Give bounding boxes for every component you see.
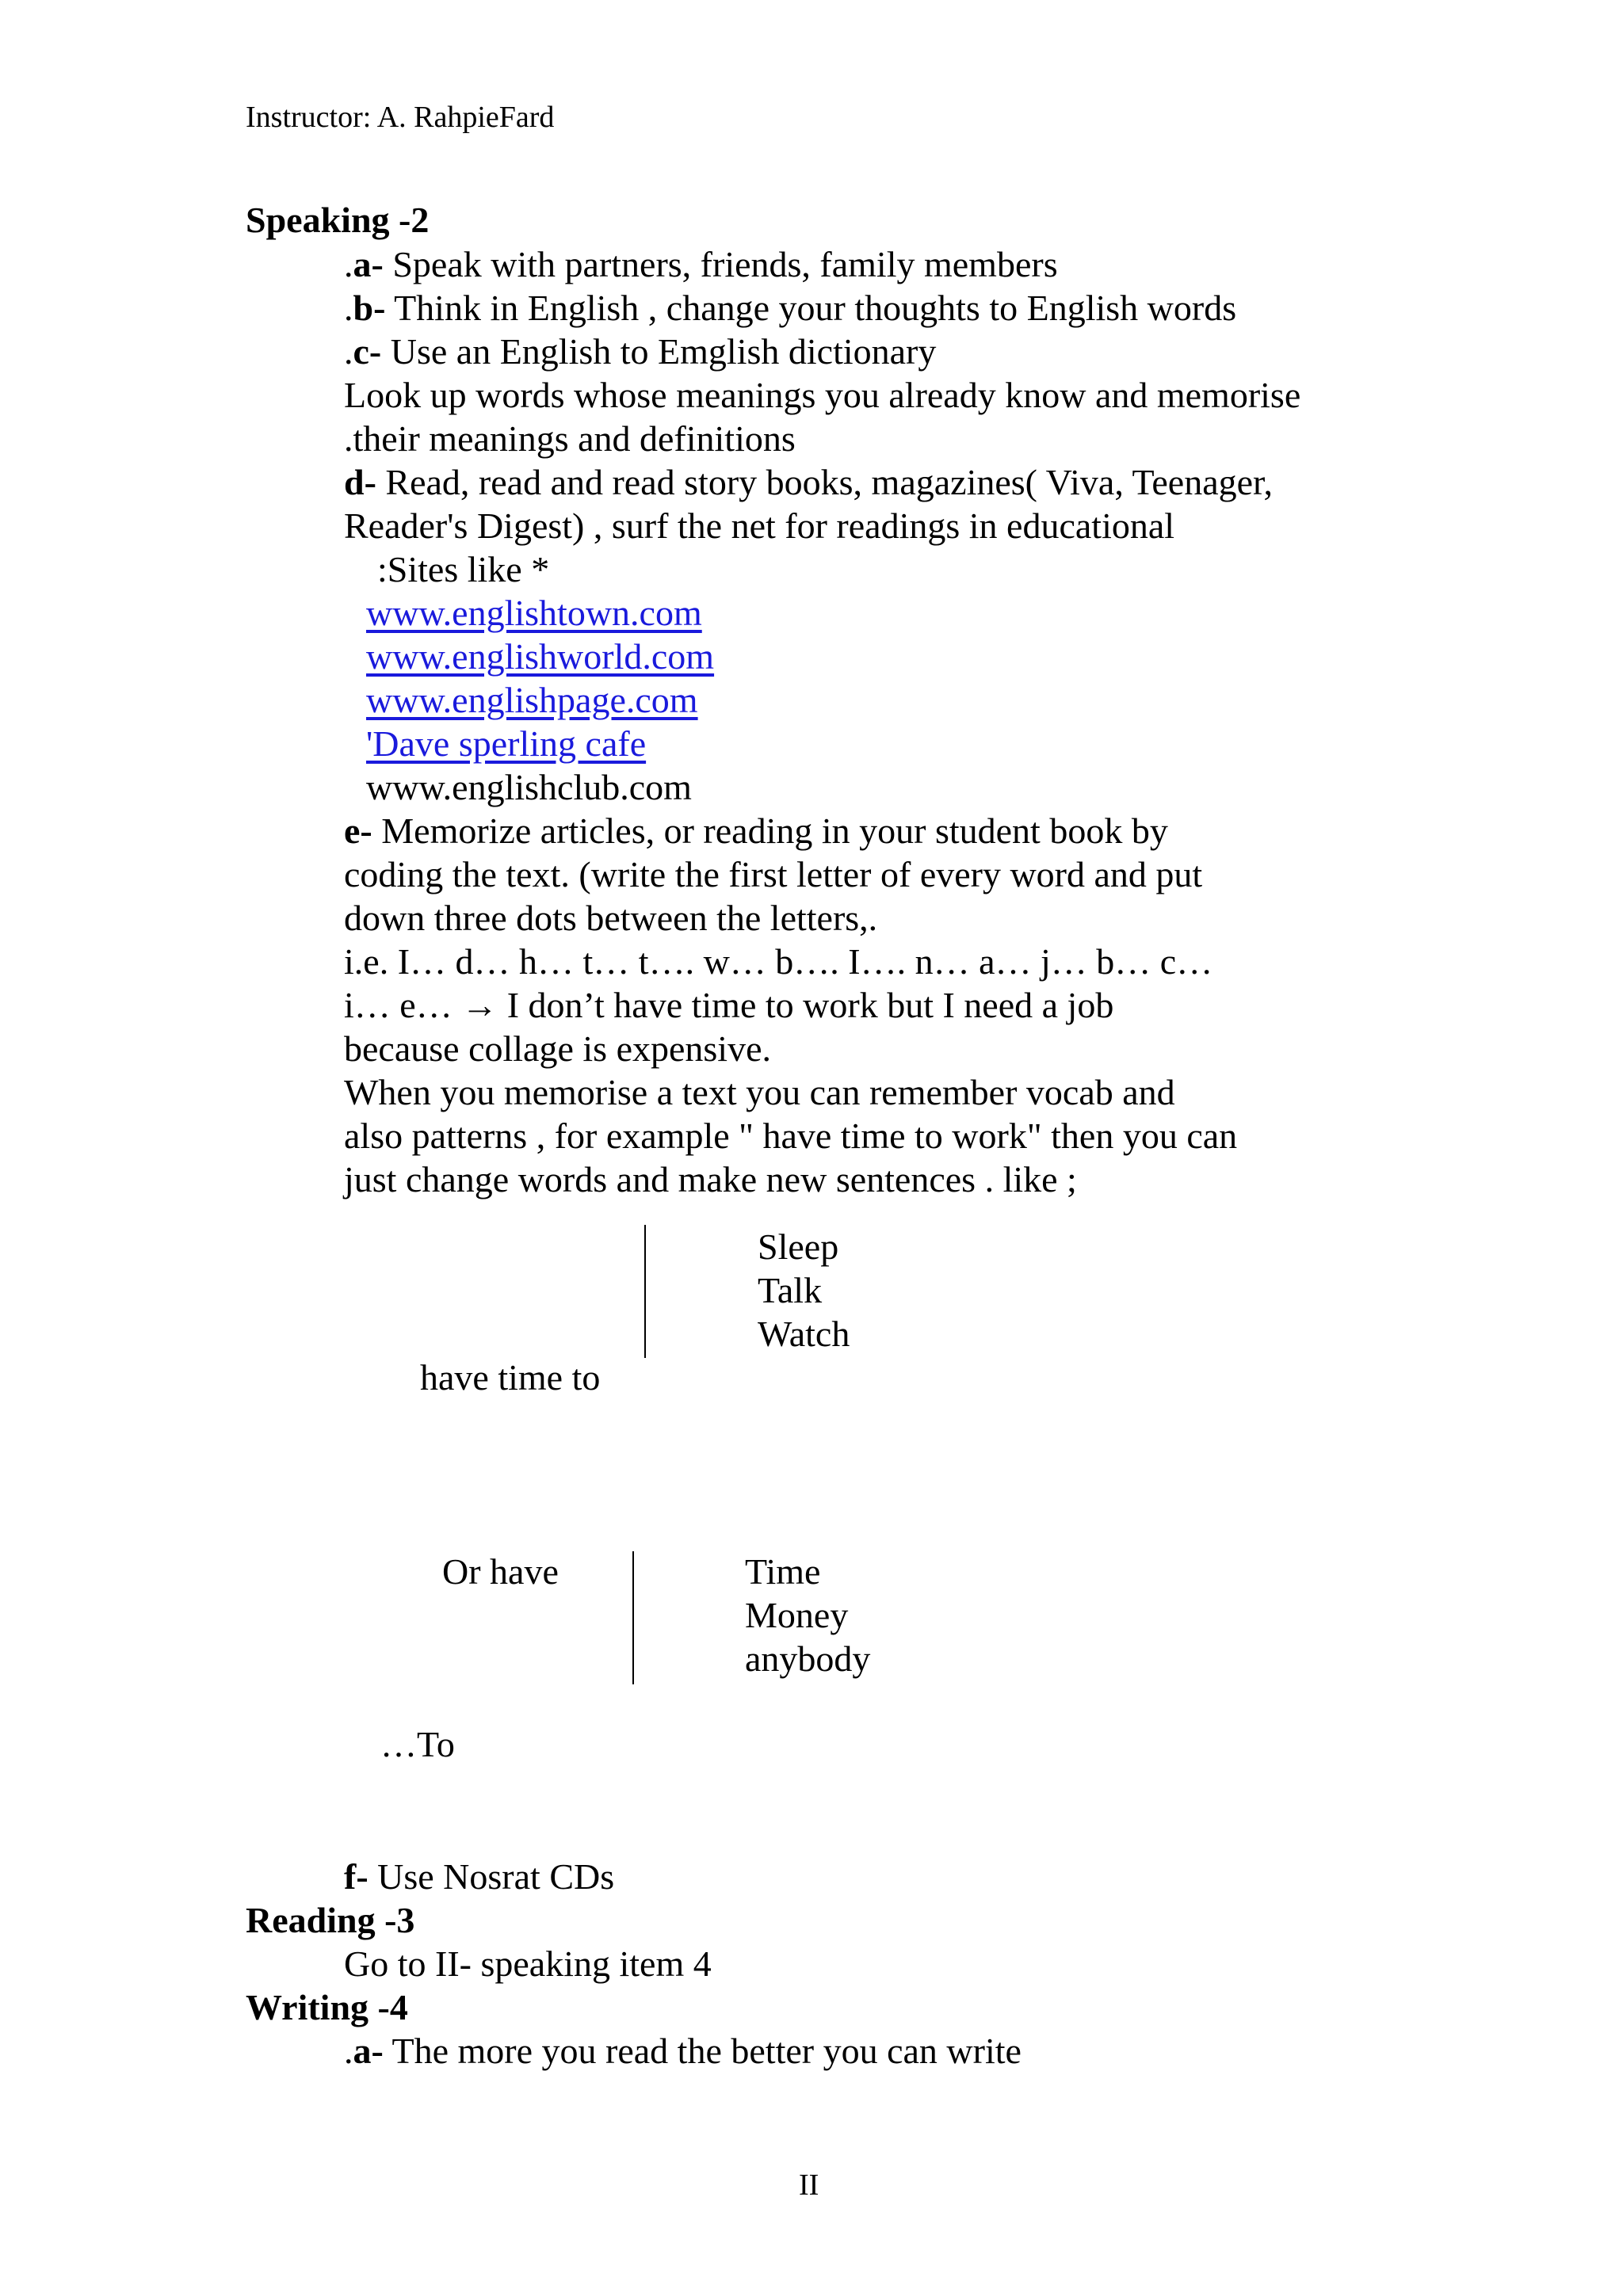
pattern-option: Watch: [758, 1314, 850, 1354]
pattern-stem: have time to: [420, 1357, 601, 1398]
item-marker: a-: [353, 244, 384, 284]
item-text: Speak with partners, friends, family members: [383, 244, 1058, 284]
item-text: Use an English to Emglish dictionary: [381, 331, 937, 372]
speaking-item-c: [344, 330, 936, 373]
page-number: II: [799, 2168, 819, 2202]
text-line: i… e… → I don’t have time to work but I need a job: [344, 985, 1114, 1025]
text-line: down three dots between the letters,.: [344, 898, 878, 938]
speaking-item-b: [344, 286, 1236, 330]
reading-line: Go to II- speaking item 4: [344, 1943, 712, 1984]
item-marker: a-: [353, 2031, 384, 2071]
item-prefix: .: [344, 244, 353, 284]
site-link[interactable]: www.englishtown.com: [366, 593, 702, 633]
speaking-item-d: [344, 460, 1273, 504]
speaking-heading: Speaking -2: [246, 200, 430, 240]
pattern-tail: …To: [380, 1724, 455, 1764]
text-line: i.e. I… d… h… t… t…. w… b…. I…. n… a… j… b… c…: [344, 941, 1213, 982]
text-line: :Sites like *: [377, 549, 550, 589]
speaking-item-a: [344, 242, 1058, 286]
speaking-item-e: [344, 809, 1168, 852]
item-prefix: .: [344, 2031, 353, 2071]
site-link[interactable]: www.englishworld.com: [366, 636, 715, 677]
item-prefix: .: [344, 288, 353, 328]
pattern-option: anybody: [745, 1638, 871, 1679]
item-text: Memorize articles, or reading in your student book by: [372, 810, 1168, 851]
pattern-option: Time: [745, 1551, 821, 1592]
text-line: Look up words whose meanings you already know and memorise: [344, 375, 1301, 415]
text-line: just change words and make new sentences . like ;: [344, 1159, 1077, 1199]
text-line: because collage is expensive.: [344, 1028, 771, 1069]
item-prefix: .: [344, 331, 353, 372]
pattern-stem: Or have: [442, 1551, 559, 1592]
pattern-divider: [632, 1551, 634, 1684]
pattern-option: Money: [745, 1595, 849, 1635]
item-text: Use Nosrat CDs: [368, 1856, 615, 1897]
item-marker: e-: [344, 810, 372, 851]
text-line: coding the text. (write the first letter of every word and put: [344, 854, 1203, 894]
speaking-item-f: [344, 1855, 614, 1898]
text-line: .their meanings and definitions: [344, 418, 796, 459]
pattern-option: Sleep: [758, 1226, 839, 1267]
pattern-divider: [644, 1225, 646, 1358]
site-link[interactable]: 'Dave sperling cafe: [366, 723, 647, 764]
writing-item-a: [344, 2029, 1022, 2073]
reading-heading: Reading -3: [246, 1900, 415, 1940]
pattern-option: Talk: [758, 1270, 823, 1310]
item-marker: d-: [344, 462, 376, 502]
item-marker: c-: [353, 331, 382, 372]
writing-heading: Writing -4: [246, 1987, 408, 2027]
item-marker: b-: [353, 288, 386, 328]
item-text: The more you read the better you can write: [383, 2031, 1022, 2071]
text-line: also patterns , for example " have time to work" then you can: [344, 1116, 1238, 1156]
item-text: Think in English , change your thoughts to English words: [385, 288, 1237, 328]
text-line: When you memorise a text you can remember vocab and: [344, 1072, 1175, 1112]
item-text: Read, read and read story books, magazines( Viva, Teenager,: [376, 462, 1274, 502]
text-line: Reader's Digest) , surf the net for readings in educational: [344, 505, 1175, 546]
site-text: www.englishclub.com: [366, 767, 692, 807]
item-marker: f-: [344, 1856, 369, 1897]
instructor-header: Instructor: A. RahpieFard: [246, 101, 555, 134]
site-link[interactable]: www.englishpage.com: [366, 680, 698, 720]
